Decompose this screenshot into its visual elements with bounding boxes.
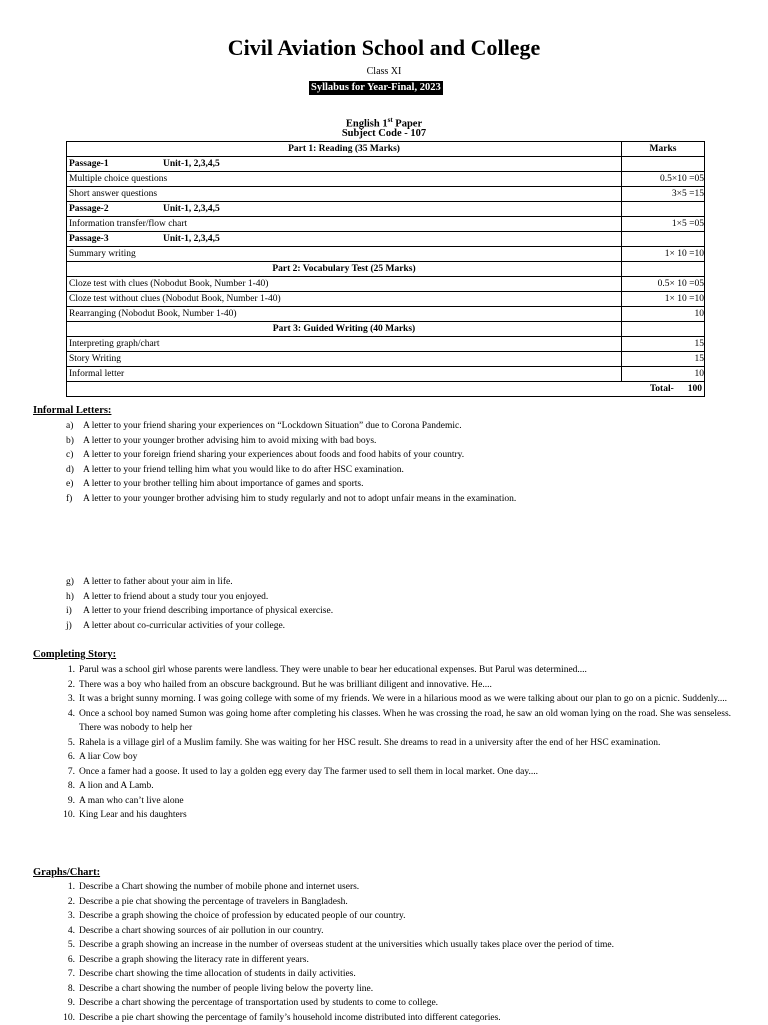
list-item [62, 1011, 752, 1025]
list-text: There was a boy who hailed from an obscure background. But he was brilliant diligent and innovative. He.... [79, 680, 492, 690]
list-item [62, 909, 752, 924]
list-marker: 8. [62, 779, 75, 794]
list-item [62, 678, 737, 693]
list-marker: i) [66, 604, 79, 619]
list-item [62, 808, 737, 823]
list-text: A letter to your friend telling him what you would like to do after HSC examination. [83, 465, 404, 475]
list-item [66, 419, 746, 434]
list-text: Once a school boy named Sumon was going home after completing his classes. When he was crossing the road, he saw an old woman lying on the road. She was senseless. There was nobody to help her [79, 709, 731, 734]
list-marker: 6. [62, 953, 75, 968]
list-text: A letter to your younger brother advising him to study regularly and not to adopt unfair means in the examination. [83, 494, 516, 504]
table-row [67, 142, 705, 157]
list-text: A man who can’t live alone [79, 796, 184, 806]
marks-table [66, 141, 705, 397]
list-text: Describe a graph showing the literacy rate in different years. [79, 955, 309, 965]
list-item [66, 492, 746, 507]
list-text: Describe a chart showing the number of people living below the poverty line. [79, 984, 373, 994]
list-marker: 2. [62, 678, 75, 693]
letters-heading: Informal Letters: [33, 404, 111, 418]
list-text: A letter to father about your aim in life. [83, 577, 233, 587]
syllabus-banner: Syllabus for Year-Final, 2023 [309, 81, 443, 95]
graphs-list [62, 880, 752, 1025]
list-marker: 10. [62, 808, 75, 823]
row-label: Information transfer/flow chart [67, 217, 622, 232]
list-text: Describe a pie chart showing the percentage of family’s household income distributed into different categories. [79, 1013, 501, 1023]
list-marker: 7. [62, 765, 75, 780]
row-label: Rearranging (Nobodut Book, Number 1-40) [67, 307, 622, 322]
list-item [62, 663, 737, 678]
table-row [67, 337, 705, 352]
table-row [67, 277, 705, 292]
list-item [66, 477, 746, 492]
list-item [66, 434, 746, 449]
list-marker: 1. [62, 663, 75, 678]
list-item [62, 736, 737, 751]
list-item [66, 590, 746, 605]
table-row [67, 217, 705, 232]
subject-code: Subject Code - 107 [0, 127, 768, 141]
table-row [67, 307, 705, 322]
school-title: Civil Aviation School and College [0, 34, 768, 62]
list-marker: 2. [62, 895, 75, 910]
table-row [67, 187, 705, 202]
list-marker: 1. [62, 880, 75, 895]
list-marker: 5. [62, 736, 75, 751]
marks-header: Marks [622, 142, 705, 157]
list-item [66, 575, 746, 590]
row-marks: 15 [622, 352, 705, 367]
list-text: A liar Cow boy [79, 752, 137, 762]
list-item [66, 619, 746, 634]
list-marker: a) [66, 419, 79, 434]
paper-title: English 1st Paper [0, 113, 768, 132]
table-row [67, 247, 705, 262]
list-text: A letter to your foreign friend sharing your experiences about foods and food habits of your country. [83, 450, 464, 460]
graphs-heading: Graphs/Chart: [33, 866, 100, 880]
list-text: Describe a graph showing the choice of profession by educated people of our country. [79, 911, 406, 921]
total-cell: Total- 100 [67, 382, 705, 397]
letters-list-continued [66, 575, 746, 633]
table-row [67, 322, 705, 337]
list-text: A letter to your younger brother advising him to avoid mixing with bad boys. [83, 436, 376, 446]
passage-label: Passage-1 Unit-1, 2,3,4,5 [67, 157, 622, 172]
list-marker: j) [66, 619, 79, 634]
letters-list [66, 419, 746, 506]
list-marker: 10. [62, 1011, 75, 1025]
list-item [62, 996, 752, 1011]
table-row [67, 172, 705, 187]
list-marker: f) [66, 492, 79, 507]
row-label: Multiple choice questions [67, 172, 622, 187]
row-marks: 10 [622, 307, 705, 322]
list-marker: 9. [62, 794, 75, 809]
list-marker: 4. [62, 707, 75, 722]
part-heading: Part 2: Vocabulary Test (25 Marks) [67, 262, 622, 277]
row-label: Interpreting graph/chart [67, 337, 622, 352]
row-marks: 0.5× 10 =05 [622, 277, 705, 292]
list-item [62, 938, 752, 953]
list-text: Describe a chart showing sources of air pollution in our country. [79, 926, 323, 936]
list-text: Describe a Chart showing the number of mobile phone and internet users. [79, 882, 359, 892]
row-marks: 1× 10 =10 [622, 247, 705, 262]
list-marker: 4. [62, 924, 75, 939]
row-marks: 1×5 =05 [622, 217, 705, 232]
row-label: Cloze test with clues (Nobodut Book, Number 1-40) [67, 277, 622, 292]
list-item [62, 982, 752, 997]
row-label: Story Writing [67, 352, 622, 367]
list-item [66, 604, 746, 619]
list-text: Describe chart showing the time allocation of students in daily activities. [79, 969, 356, 979]
list-marker: 7. [62, 967, 75, 982]
list-item [62, 794, 737, 809]
list-text: Parul was a school girl whose parents were landless. They were unable to bear her educational expenses. But Parul was determined.... [79, 665, 587, 675]
table-row [67, 157, 705, 172]
list-marker: d) [66, 463, 79, 478]
table-row [67, 232, 705, 247]
list-item [66, 448, 746, 463]
list-item [62, 707, 737, 736]
row-label: Cloze test without clues (Nobodut Book, Number 1-40) [67, 292, 622, 307]
list-item [62, 765, 737, 780]
list-text: Describe a graph showing an increase in the number of overseas student at the universities which usually takes place over the period of time. [79, 940, 614, 950]
passage-label: Passage-3 Unit-1, 2,3,4,5 [67, 232, 622, 247]
list-marker: g) [66, 575, 79, 590]
list-item [62, 967, 752, 982]
total-row [67, 382, 705, 397]
list-text: Rahela is a village girl of a Muslim family. She was waiting for her HSC result. She dreams to read in a university after the end of her HSC examination. [79, 738, 660, 748]
list-text: A letter to friend about a study tour you enjoyed. [83, 592, 268, 602]
list-text: It was a bright sunny morning. I was going college with some of my friends. We were in a hilarious mood as we were talking about our plan to go on a picnic. Suddenly.... [79, 694, 727, 704]
table-row [67, 352, 705, 367]
stories-heading: Completing Story: [33, 648, 116, 662]
part-heading: Part 1: Reading (35 Marks) [67, 142, 622, 157]
part-heading: Part 3: Guided Writing (40 Marks) [67, 322, 622, 337]
list-marker: c) [66, 448, 79, 463]
list-marker: e) [66, 477, 79, 492]
list-marker: 8. [62, 982, 75, 997]
list-marker: 3. [62, 692, 75, 707]
list-item [62, 895, 752, 910]
list-text: A letter about co-curricular activities of your college. [83, 621, 285, 631]
list-marker: 3. [62, 909, 75, 924]
list-item [62, 953, 752, 968]
list-marker: 9. [62, 996, 75, 1011]
list-item [62, 880, 752, 895]
list-item [62, 924, 752, 939]
table-row [67, 292, 705, 307]
row-marks: 10 [622, 367, 705, 382]
list-marker: 6. [62, 750, 75, 765]
list-text: A letter to your friend describing importance of physical exercise. [83, 606, 333, 616]
stories-list [62, 663, 737, 823]
list-item [62, 750, 737, 765]
list-item [62, 779, 737, 794]
table-row [67, 262, 705, 277]
list-item [66, 463, 746, 478]
row-marks: 1× 10 =10 [622, 292, 705, 307]
list-marker: 5. [62, 938, 75, 953]
table-row [67, 367, 705, 382]
row-label: Informal letter [67, 367, 622, 382]
row-label: Short answer questions [67, 187, 622, 202]
list-text: A letter to your friend sharing your experiences on “Lockdown Situation” due to Corona Pandemic. [83, 421, 462, 431]
list-item [62, 692, 737, 707]
list-text: King Lear and his daughters [79, 810, 187, 820]
row-marks: 3×5 =15 [622, 187, 705, 202]
row-label: Summary writing [67, 247, 622, 262]
list-text: Describe a pie chat showing the percentage of travelers in Bangladesh. [79, 897, 348, 907]
list-text: A letter to your brother telling him about importance of games and sports. [83, 479, 363, 489]
list-marker: b) [66, 434, 79, 449]
row-marks: 15 [622, 337, 705, 352]
passage-label: Passage-2 Unit-1, 2,3,4,5 [67, 202, 622, 217]
list-marker: h) [66, 590, 79, 605]
list-text: A lion and A Lamb. [79, 781, 154, 791]
class-label: Class XI [0, 66, 768, 77]
list-text: Describe a chart showing the percentage of transportation used by students to come to college. [79, 998, 438, 1008]
list-text: Once a famer had a goose. It used to lay a golden egg every day The farmer used to sell them in local market. One day.... [79, 767, 538, 777]
table-row [67, 202, 705, 217]
row-marks: 0.5×10 =05 [622, 172, 705, 187]
